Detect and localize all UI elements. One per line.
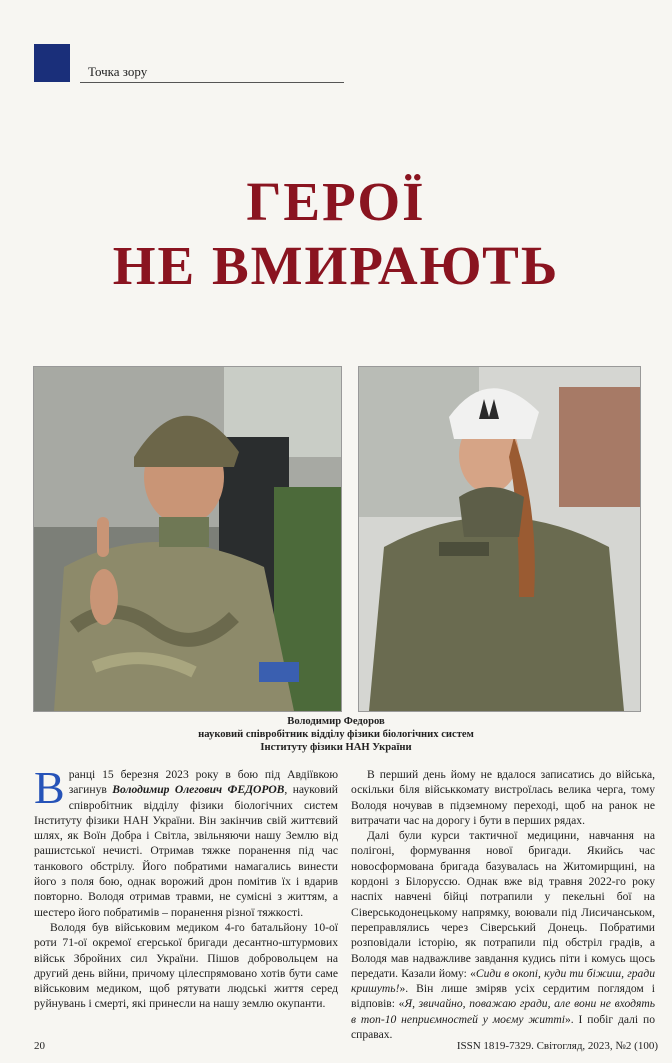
article-column-right [351,767,655,1042]
portrait-helmet-icon [34,367,341,711]
article-paragraph-4: Далі були курси тактичної медицини, навчання на полігоні, формування нової бригади. Якийсь час новосформована бригада базувалась на Житомирщині, на кордоні з Білоруссю. Однак вже від травня 2022-го року наспіх навчені бійці потрапили у пекельні бої на Сіверськодонецькому напрямку, воювали під Лисичанськом, переправлялись через Сіверський Донець. Побратими розповідали історію, як потрапили під обстріл градів, а Володя мав надважливе завдання кудись піти і комусь щось передати. Казали йому: «Сиди в окопі, куди ти біжиш, гради кришуть!». Він лише зміряв усіх сердитим поглядом і відповів: «Я, звичайно, поважаю гради, але вони не входять в топ-10 неприємностей у моєму житті». І побіг далі по справах. [351,829,655,1042]
page-number: 20 [34,1040,45,1052]
article-paragraph-2: Володя був військовим медиком 4-го батальйону 10-ої роти 71-ої окремої єгерської бригади десантно-штурмових військ Збройних сил України. Пішов добровольцем на другий день війни, причому цілеспрямовано хотів бути саме військовим медиком, щоб рятувати людські життя серед руйнувань і смерті, які принесли на нашу землю окупанти. [34,920,338,1011]
section-label: Точка зору [88,64,148,79]
drop-cap: В [34,762,65,813]
hero-name: Володимир Олегович ФЕДОРОВ [112,783,285,797]
portrait-white-hat-icon [359,367,640,711]
section-divider [80,82,344,83]
headline-line-1: ГЕРОЇ [246,171,426,232]
article-column-left [34,762,338,1012]
section-marker-block [34,44,70,82]
caption-position: науковий співробітник відділу фізики біологічних систем [198,729,474,740]
article-paragraph-1: Вранці 15 березня 2023 року в бою під Авдіївкою загинув Володимир Олегович ФЕДОРОВ, науковий співробітник відділу фізики біологічних систем Інституту фізики НАН України. Він закінчив свій життєвий шлях, як Воїн Добра і Світла, звільняючи нашу Землю від рашистської нечисті. Отримав тяжке поранення під час танкового обстрілу. Його побратими намагались винести його з поля бою, однак ворожий дрон помітив їх і вдарив повторно. Володя отримав травми, не сумісні з життям, а шестеро його побратимів – поранення різної тяжкості. [34,762,338,919]
journal-issn: ISSN 1819-7329. Світогляд, 2023, №2 (100) [456,1040,658,1052]
headline-line-2: НЕ ВМИРАЮТЬ [112,235,560,296]
quote-2: Я, звичайно, поважаю гради, але вони не входять в топ-10 неприємностей у моєму житті [351,997,655,1026]
caption-institute: Інституту фізики НАН України [260,742,412,753]
caption-name: Володимир Федоров [287,716,385,727]
quote-1: Сиди в окопі, куди ти біжиш, гради кришуть! [351,966,655,996]
photo-fedorov-helmet [33,366,342,712]
article-paragraph-3: В перший день йому не вдалося записатись до війська, оскільки біля військкомату вистроїлась велика черга, тому Володя ночував в підземному переході, щоб на ранок не витрачати час на дорогу і бути в перших рядах. [351,768,655,827]
photo-caption [120,715,552,754]
photo-fedorov-white-hat [358,366,641,712]
